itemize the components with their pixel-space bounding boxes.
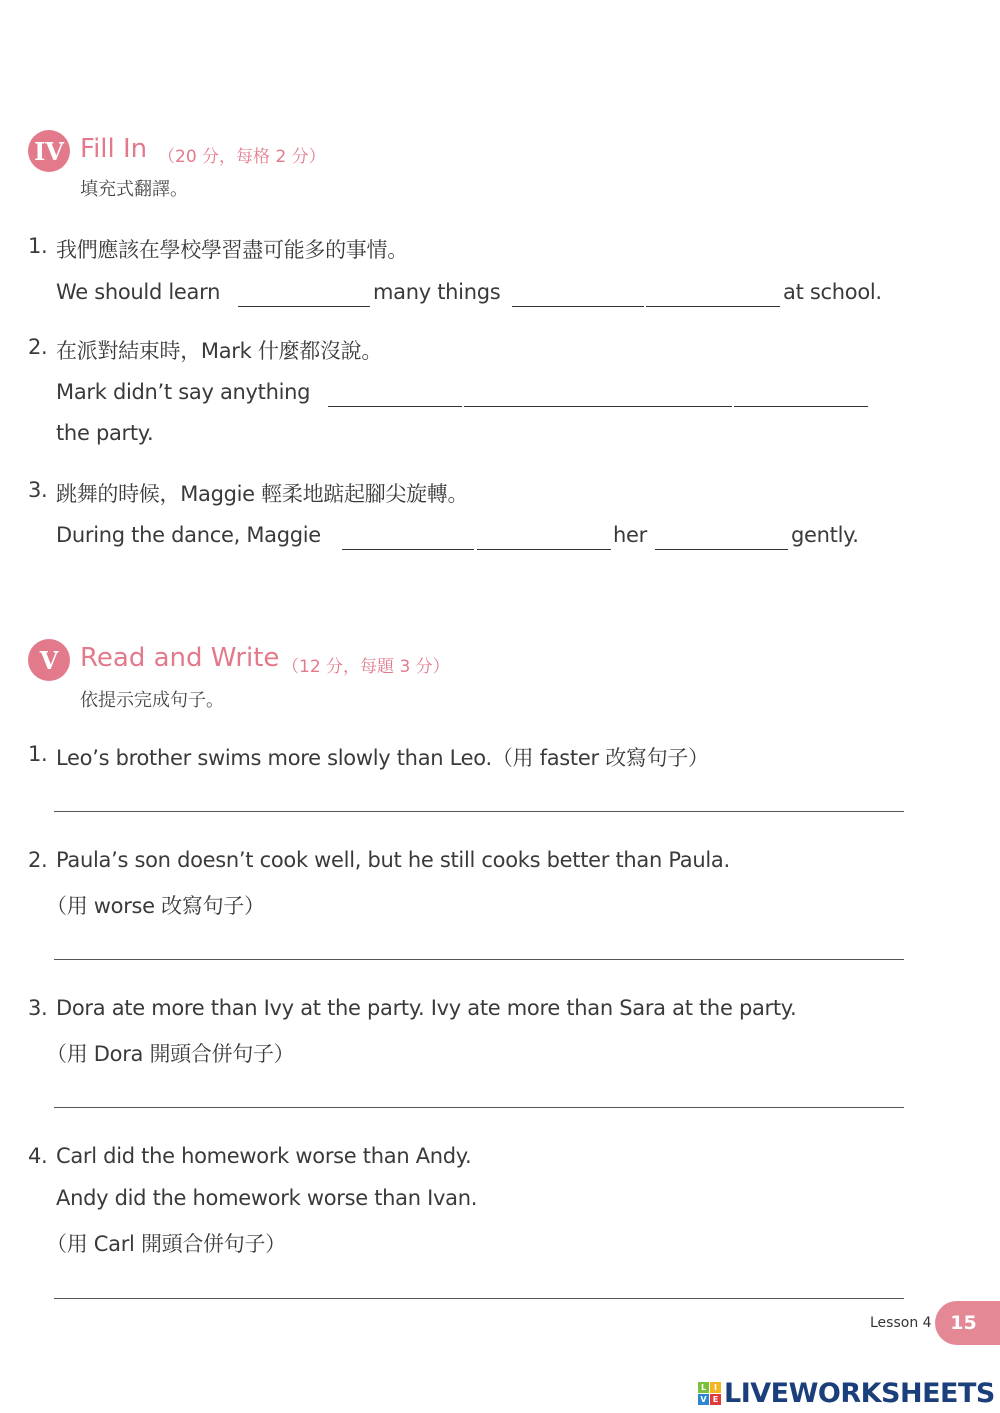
question-chinese: 跳舞的時候，Maggie 輕柔地踮起腳尖旋轉。 xyxy=(56,482,469,506)
question-text: Dora ate more than Ivy at the party. Ivy ate more than Sara at the party. xyxy=(56,996,797,1020)
section-points: （20 分，每格 2 分） xyxy=(158,147,326,167)
blank-input[interactable] xyxy=(734,380,868,407)
question-text: gently. xyxy=(791,523,859,547)
blank-input[interactable] xyxy=(655,523,788,550)
blank-input[interactable] xyxy=(477,523,611,550)
question-number: 3. xyxy=(28,478,48,502)
blank-input[interactable] xyxy=(464,380,598,407)
question-hint: （用 Carl 開頭合併句子） xyxy=(46,1232,286,1256)
question-text: at school. xyxy=(783,280,882,304)
question-text: We should learn xyxy=(56,280,221,304)
question-hint: （用 worse 改寫句子） xyxy=(46,894,265,918)
answer-line[interactable] xyxy=(54,1298,904,1299)
question-text: Leo’s brother swims more slowly than Leo.（用 faster 改寫句子） xyxy=(56,746,709,770)
section-badge: V xyxy=(28,639,70,681)
answer-line[interactable] xyxy=(54,1107,904,1108)
question-text: Andy did the homework worse than Ivan. xyxy=(56,1186,478,1210)
section-instruction: 填充式翻譯。 xyxy=(80,179,188,200)
section-badge: IV xyxy=(28,130,70,172)
logo-icon: L I V E xyxy=(698,1382,721,1405)
question-text: Paula’s son doesn’t cook well, but he still cooks better than Paula. xyxy=(56,848,730,872)
question-chinese: 我們應該在學校學習盡可能多的事情。 xyxy=(56,238,408,262)
section-title: Fill In xyxy=(80,134,148,164)
liveworksheets-logo xyxy=(698,1378,995,1409)
question-number: 2. xyxy=(28,335,48,359)
question-text: During the dance, Maggie xyxy=(56,523,321,547)
question-text: Mark didn’t say anything xyxy=(56,380,311,404)
question-text: her xyxy=(613,523,647,547)
section-instruction: 依提示完成句子。 xyxy=(80,690,224,711)
lesson-label: Lesson 4 xyxy=(870,1315,932,1331)
brand-name: LIVEWORKSHEETS xyxy=(724,1378,995,1409)
question-number: 4. xyxy=(28,1144,48,1168)
section-points: （12 分，每題 3 分） xyxy=(282,657,450,677)
page-number: 15 xyxy=(935,1301,1000,1345)
blank-input[interactable] xyxy=(328,380,462,407)
blank-input[interactable] xyxy=(238,280,370,307)
question-number: 3. xyxy=(28,996,48,1020)
question-chinese: 在派對結束時，Mark 什麼都沒說。 xyxy=(56,339,383,363)
question-text: many things xyxy=(373,280,501,304)
blank-input[interactable] xyxy=(646,280,780,307)
blank-input[interactable] xyxy=(512,280,644,307)
question-number: 1. xyxy=(28,742,48,766)
question-number: 1. xyxy=(28,234,48,258)
blank-input[interactable] xyxy=(342,523,474,550)
answer-line[interactable] xyxy=(54,811,904,812)
question-hint: （用 Dora 開頭合併句子） xyxy=(46,1042,295,1066)
answer-line[interactable] xyxy=(54,959,904,960)
question-text: the party. xyxy=(56,421,154,445)
question-text: Carl did the homework worse than Andy. xyxy=(56,1144,472,1168)
blank-input[interactable] xyxy=(598,380,732,407)
section-title: Read and Write xyxy=(80,643,280,673)
question-number: 2. xyxy=(28,848,48,872)
